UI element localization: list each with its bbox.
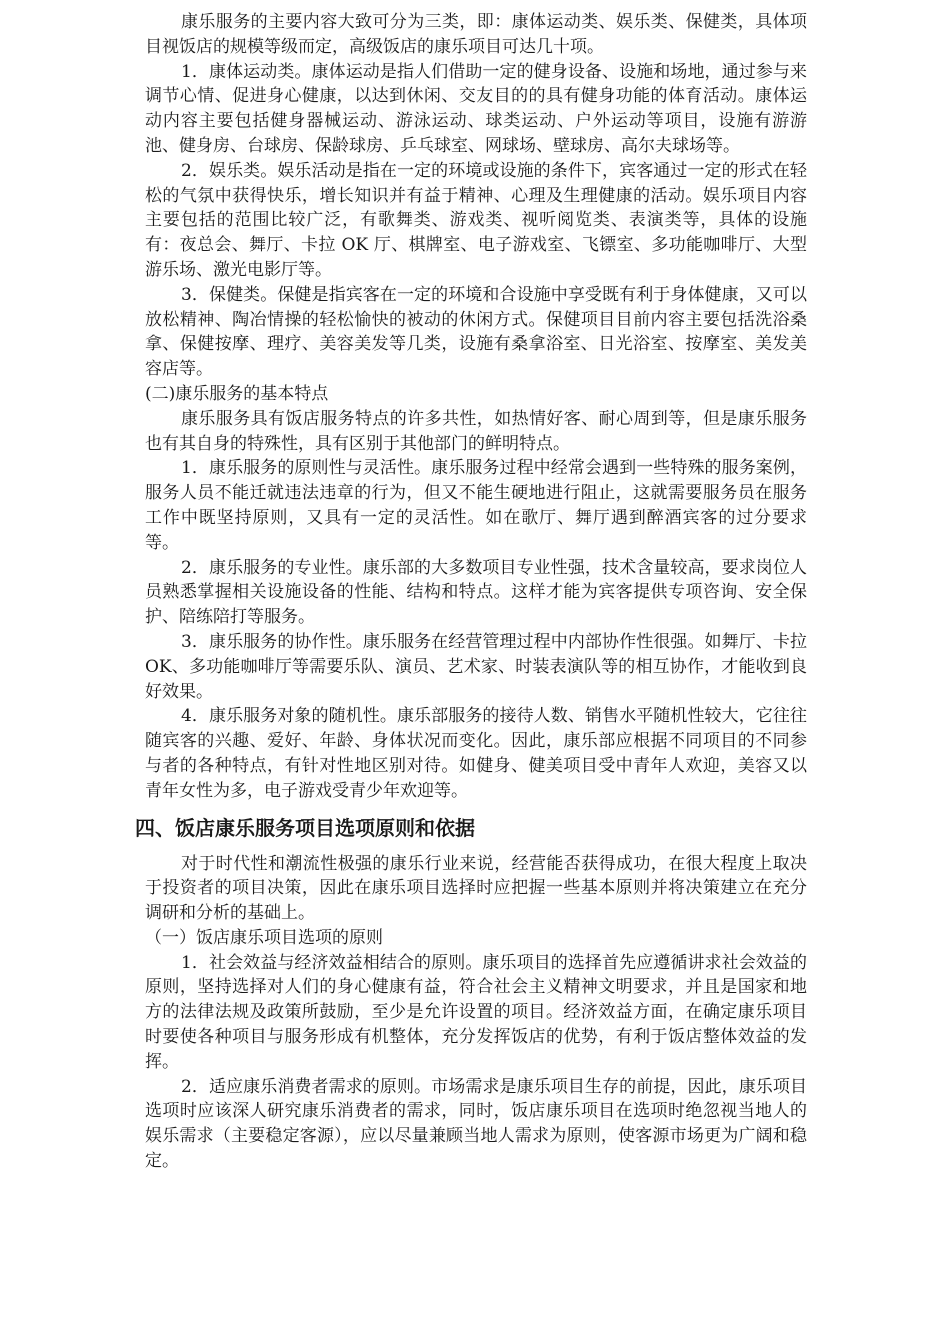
paragraph-features-intro: 康乐服务具有饭店服务特点的许多共性，如热情好客、耐心周到等，但是康乐服务也有其自身的特殊性，具有区别于其他部门的鲜明特点。 <box>145 408 807 454</box>
paragraph-cooperation: 3．康乐服务的协作性。康乐服务在经营管理过程中内部协作性很强。如舞厅、卡拉 OK、多功能咖啡厅等需要乐队、演员、艺术家、时装表演队等的相互协作，才能收到良好效果。 <box>145 631 807 702</box>
paragraph-randomness: 4．康乐服务对象的随机性。康乐部服务的接待人数、销售水平随机性较大，它往往随宾客的兴趣、爱好、年龄、身体状况而变化。因此，康乐部应根据不同项目的不同参与者的各种特点，有针对性地区别对待。如健身、健美项目受中青年人欢迎，美容又以青年女性为多，电子游戏受青少年欢迎等。 <box>145 706 807 801</box>
paragraph-section4-intro: 对于时代性和潮流性极强的康乐行业来说，经营能否获得成功，在很大程度上取决于投资者的项目决策，因此在康乐项目选择时应把握一些基本原则并将决策建立在充分调研和分析的基础上。 <box>145 853 807 924</box>
paragraph-entertainment: 2．娱乐类。娱乐活动是指在一定的环境或设施的条件下，宾客通过一定的形式在轻松的气氛中获得快乐，增长知识并有益于精神、心理及生理健康的活动。娱乐项目内容主要包括的范围比较广泛，有歌舞类、游戏类、视听阅览类、表演类等，具体的设施有：夜总会、舞厅、卡拉 OK 厅、棋牌室、电子游戏室、飞镖室、多功能咖啡厅、大型游乐场、激光电影厅等。 <box>145 160 807 280</box>
paragraph-health: 3．保健类。保健是指宾客在一定的环境和合设施中享受既有利于身体健康，又可以放松精神、陶冶情操的轻松愉快的被动的休闲方式。保健项目目前内容主要包括洗浴桑拿、保健按摩、理疗、美容美发等几类，设施有桑拿浴室、日光浴室、按摩室、美发美容店等。 <box>145 284 807 380</box>
section-heading-4: 四、饭店康乐服务项目选项原则和依据 <box>135 815 475 840</box>
paragraph-sports: 1．康体运动类。康体运动是指人们借助一定的健身设备、设施和场地，通过参与来调节心情、促进身心健康，以达到休闲、交友目的的具有健身功能的体育活动。康体运动内容主要包括健身器械运动、游泳运动、球类运动、户外运动等项目，设施有游游池、健身房、台球房、保龄球房、乒乓球室、网球场、壁球房、高尔夫球场等。 <box>145 61 807 156</box>
paragraph-intro: 康乐服务的主要内容大致可分为三类，即：康体运动类、娱乐类、保健类，具体项目视饭店的规模等级而定，高级饭店的康乐项目可达几十项。 <box>145 12 807 57</box>
subheading-selection-principles: （一）饭店康乐项目选项的原则 <box>145 927 383 948</box>
paragraph-social-economic: 1．社会效益与经济效益相结合的原则。康乐项目的选择首先应遵循讲求社会效益的原则，坚持选择对人们的身心健康有益，符合社会主义精神文明要求，并且是国家和地方的法律法规及政策所鼓励，至少是允许设置的项目。经济效益方面，在确定康乐项目时要使各种项目与服务形成有机整体，充分发挥饭店的优势，有利于饭店整体效益的发挥。 <box>145 952 807 1072</box>
paragraph-principle-flexibility: 1．康乐服务的原则性与灵活性。康乐服务过程中经常会遇到一些特殊的服务案例，服务人员不能迁就违法违章的行为，但又不能生硬地进行阻止，这就需要服务员在服务工作中既坚持原则，又具有一定的灵活性。如在歌厅、舞厅遇到醉酒宾客的过分要求等。 <box>145 458 807 553</box>
paragraph-professionalism: 2．康乐服务的专业性。康乐部的大多数项目专业性强，技术含量较高，要求岗位人员熟悉掌握相关设施设备的性能、结构和特点。这样才能为宾客提供专项咨询、安全保护、陪练陪打等服务。 <box>145 557 807 628</box>
paragraph-consumer-demand: 2．适应康乐消费者需求的原则。市场需求是康乐项目生存的前提，因此，康乐项目选项时应该深人研究康乐消费者的需求，同时，饭店康乐项目在选项时绝忽视当地人的娱乐需求（主要稳定客源），应以尽量兼顾当地人需求为原则，使客源市场更为广阔和稳定。 <box>145 1076 807 1172</box>
document-page <box>135 10 807 1174</box>
subheading-basic-features: (二)康乐服务的基本特点 <box>145 383 329 404</box>
